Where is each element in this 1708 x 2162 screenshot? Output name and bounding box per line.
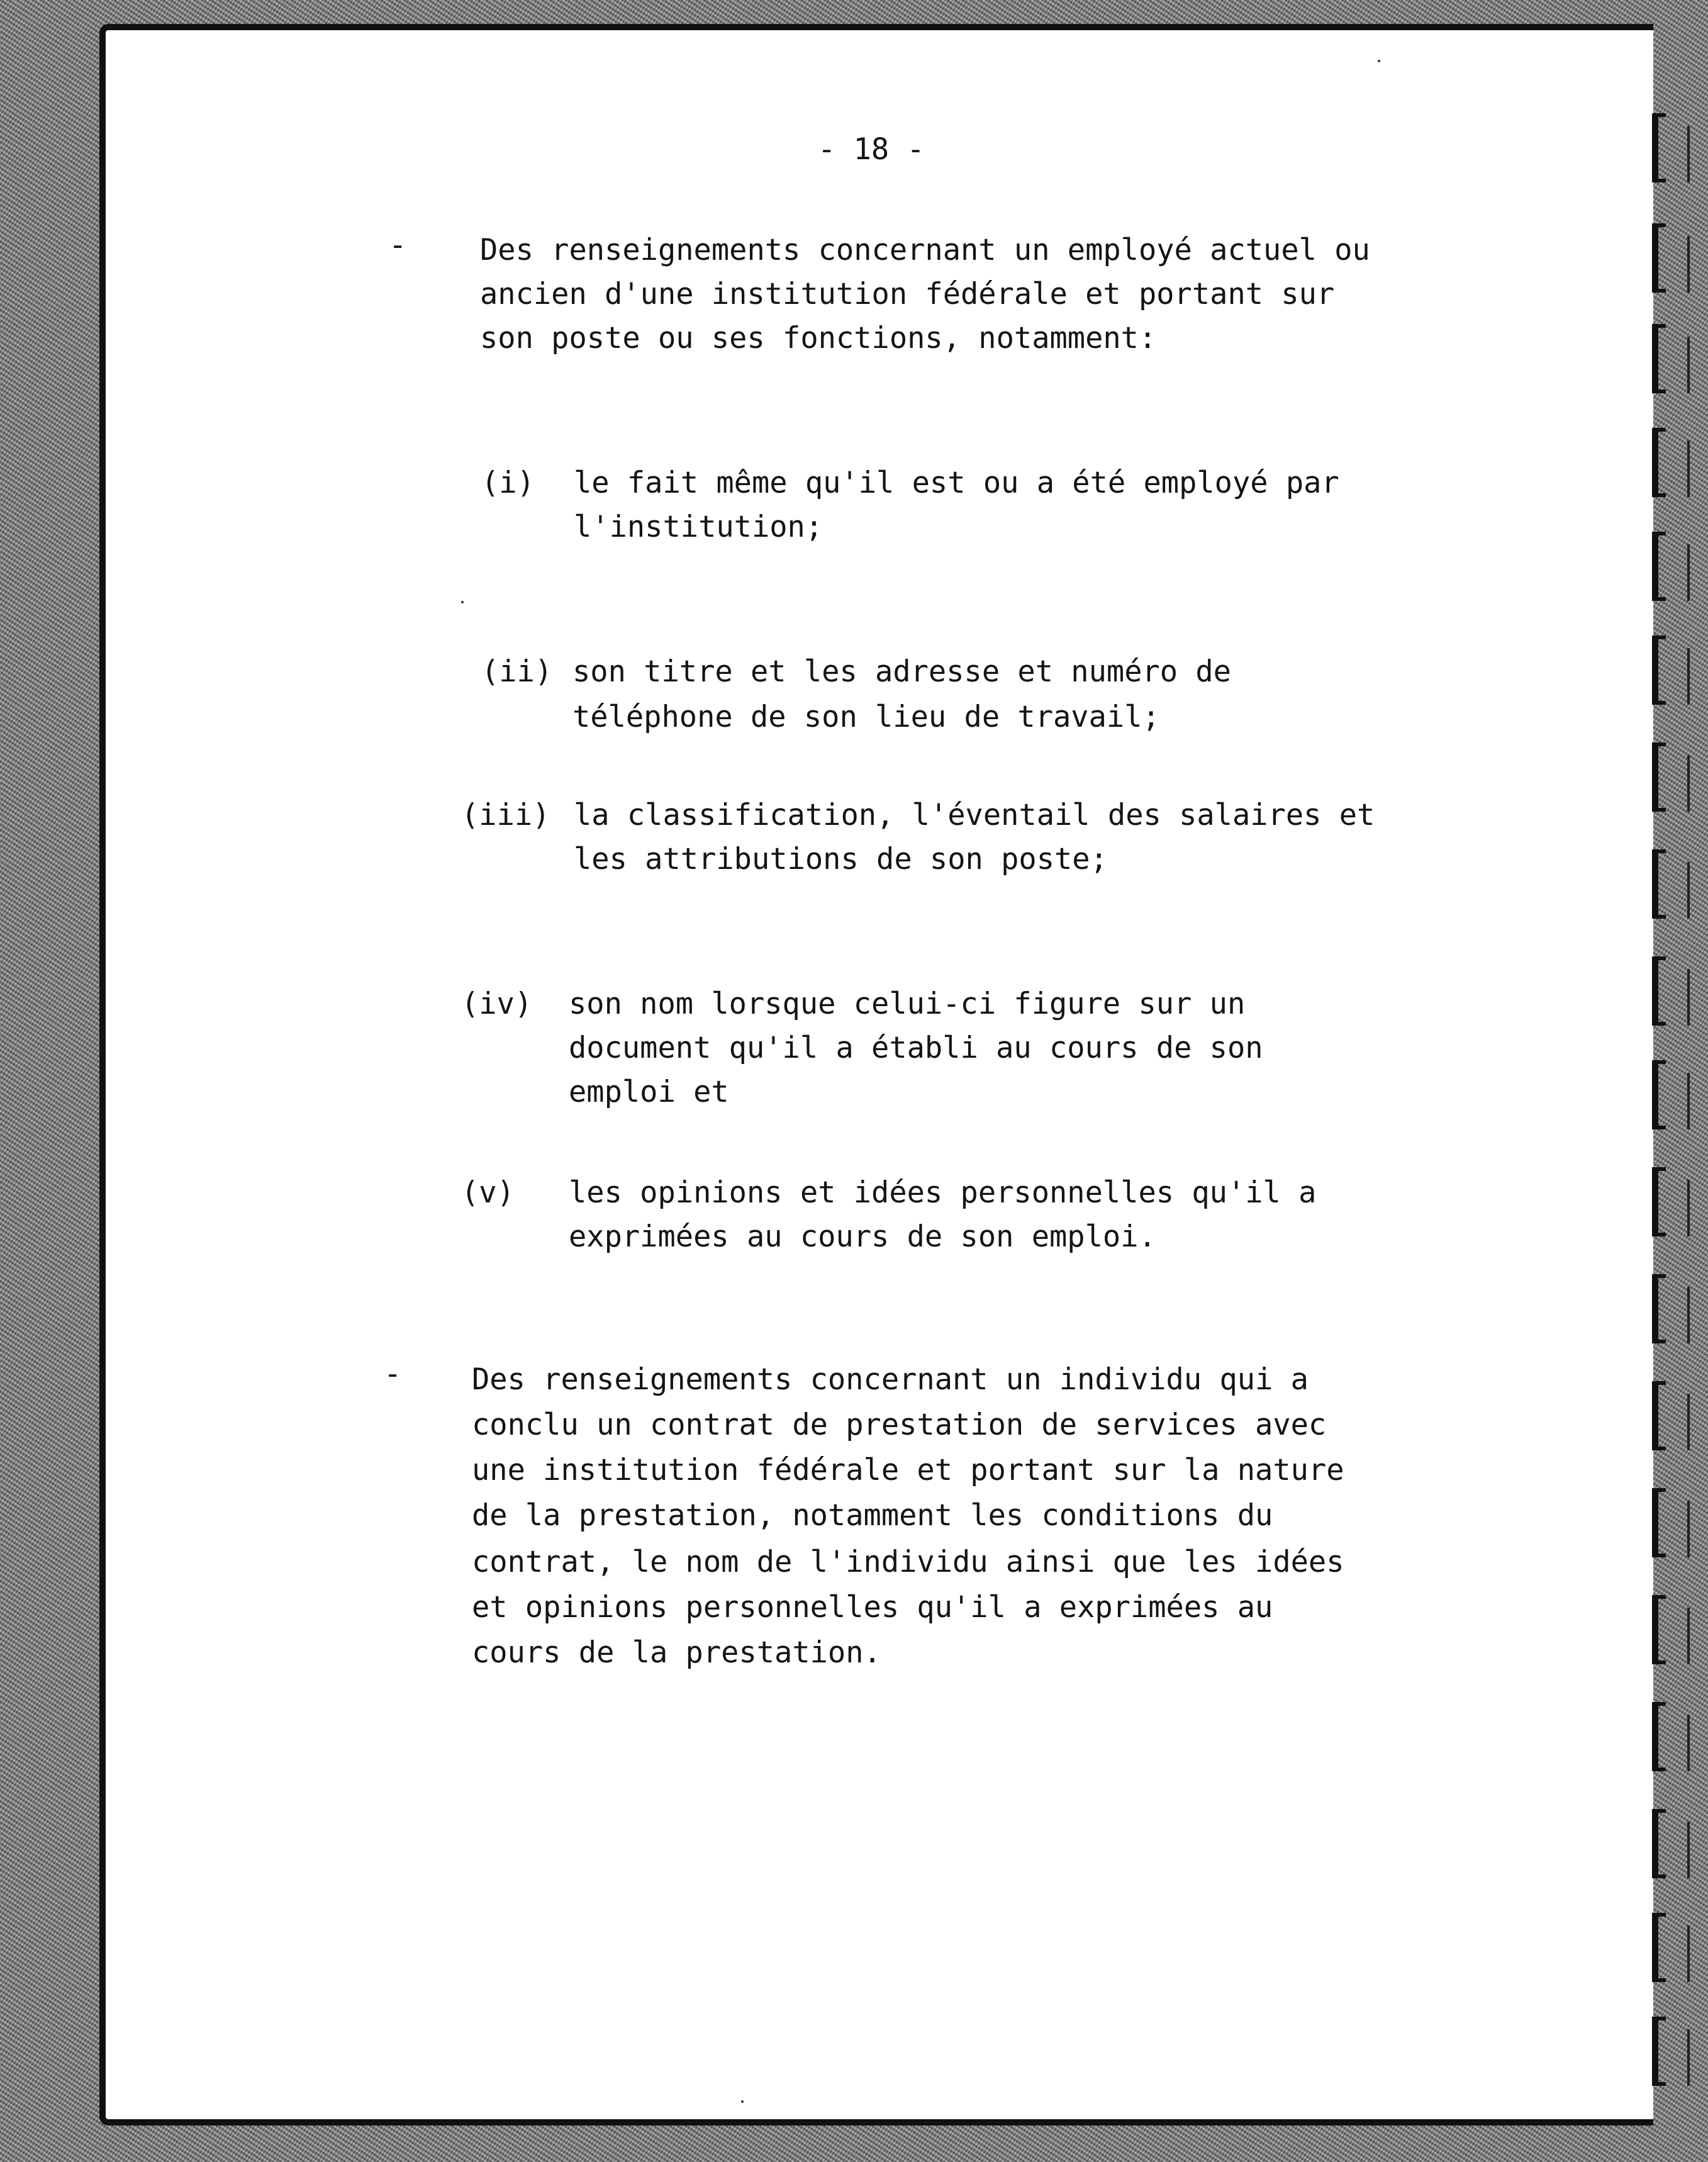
ring-stem [1687,1287,1690,1343]
binding-ring [1652,428,1666,497]
ring-stem [1687,755,1690,812]
binding-ring [1652,1595,1666,1664]
section2-line: cours de la prestation. [472,1635,881,1670]
item-line: son nom lorsque celui-ci figure sur un [569,987,1246,1021]
item-line: l'institution; [574,510,823,544]
binding-ring [1652,324,1666,393]
bullet-dash-1: - [389,228,407,262]
item-line: exprimées au cours de son emploi. [569,1219,1156,1254]
bullet-dash-2: - [384,1357,402,1391]
section1-line: Des renseignements concernant un employé actuel ou [480,233,1370,267]
ring-stem [1687,1394,1690,1450]
item-line: emploi et [569,1075,729,1109]
section1-line: son poste ou ses fonctions, notamment: [480,321,1157,356]
binding-ring [1652,113,1666,182]
item-marker-ii: (ii) [481,654,553,689]
binding-ring [1652,1274,1666,1343]
ring-stem [1687,648,1690,705]
ring-stem [1687,1073,1690,1129]
binding-ring [1652,1060,1666,1129]
item-text-iii [574,798,1375,902]
section1-paragraph [480,233,1370,371]
section2-line: de la prestation, notamment les conditions du [472,1498,1273,1533]
ring-stem [1687,862,1690,919]
binding-ring [1652,956,1666,1026]
section2-line: une institution fédérale et portant sur la nature [472,1453,1344,1487]
ring-stem [1687,1822,1690,1878]
binding-ring [1652,2017,1666,2086]
binding-ring [1652,1913,1666,1982]
item-marker-v: (v) [461,1175,515,1210]
item-line: le fait même qu'il est ou a été employé par [574,466,1339,500]
ring-stem [1687,440,1690,497]
ring-stem [1687,1715,1690,1771]
binding-ring [1652,636,1666,705]
ring-stem [1687,1501,1690,1557]
item-text-iv [569,987,1263,1125]
section1-line: ancien d'une institution fédérale et portant sur [480,277,1335,311]
item-text-ii [572,654,1231,758]
ring-stem [1687,236,1690,293]
ring-stem [1687,1608,1690,1664]
item-line: son titre et les adresse et numéro de [572,654,1231,689]
binding-ring [1652,1702,1666,1771]
binding-ring [1652,223,1666,293]
scan-speck [461,601,464,603]
ring-stem [1687,2029,1690,2086]
section2-line: contrat, le nom de l'individu ainsi que les idées [472,1545,1344,1579]
ring-stem [1687,969,1690,1026]
scan-speck [741,2100,744,2103]
scan-speck [1378,60,1380,62]
section2-line: et opinions personnelles qu'il a exprimées au [472,1590,1273,1625]
item-line: les opinions et idées personnelles qu'il a [569,1175,1317,1210]
binding-ring [1652,849,1666,919]
binding-ring [1652,532,1666,601]
item-marker-iii: (iii) [461,798,550,832]
binding-ring [1652,1488,1666,1557]
page-number: - 18 - [818,132,925,167]
binding-ring [1652,742,1666,812]
item-line: la classification, l'éventail des salaires et [574,798,1375,832]
binding-ring [1652,1167,1666,1236]
section2-paragraph [472,1362,1344,1670]
item-marker-iv: (iv) [461,987,533,1021]
ring-stem [1687,126,1690,182]
item-line: document qu'il a établi au cours de son [569,1031,1263,1065]
ring-stem [1687,1180,1690,1236]
item-line: téléphone de son lieu de travail; [572,700,1160,734]
binding-ring [1652,1809,1666,1878]
ring-stem [1687,544,1690,601]
binding-ring [1652,1381,1666,1450]
ring-stem [1687,337,1690,393]
section2-line: Des renseignements concernant un individu qui a [472,1362,1309,1397]
item-marker-i: (i) [481,466,535,500]
item-line: les attributions de son poste; [574,842,1108,877]
ring-stem [1687,1925,1690,1982]
item-text-v [569,1175,1317,1279]
item-text-i [574,466,1339,569]
section2-line: conclu un contrat de prestation de services avec [472,1408,1327,1442]
